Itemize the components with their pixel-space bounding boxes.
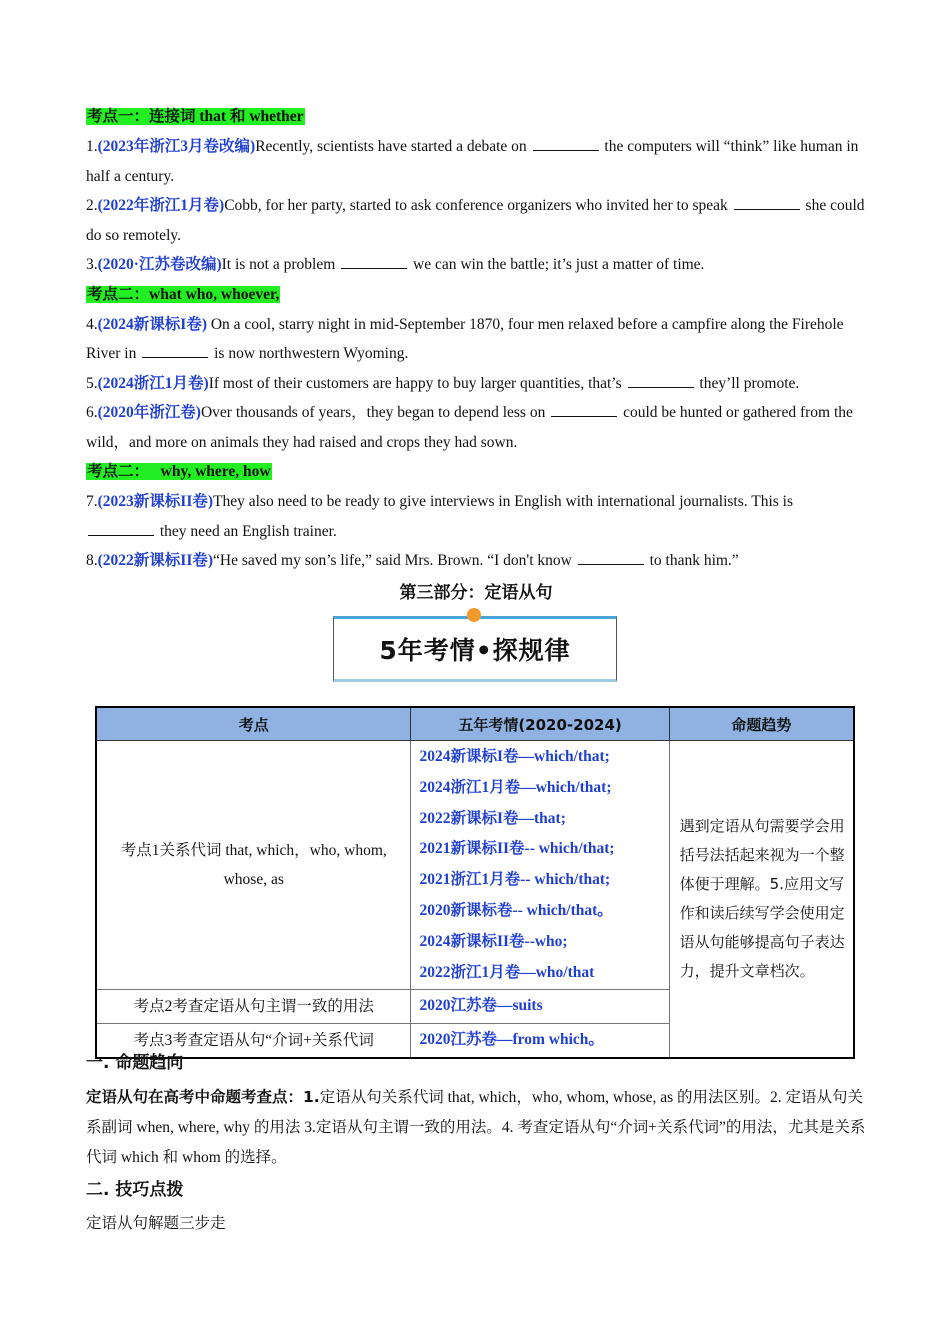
question-1: 1.(2023年浙江3月卷改编)Recently, scientists have started a debate on the computers will “think” like human in half a century.: [86, 138, 859, 185]
exam-item: 2021浙江1月卷-- which/that;: [419, 871, 611, 889]
question-7: 7.(2023新课标II卷)They also need to be ready to give interviews in English with international journalists. This is they need an English trainer.: [86, 493, 794, 540]
exam-analysis-table: [95, 706, 855, 1059]
answer-blank[interactable]: [628, 373, 694, 388]
question-source: (2022年浙江1月卷): [97, 197, 225, 214]
question-source: (2022新课标II卷): [97, 552, 214, 569]
answer-blank[interactable]: [88, 521, 154, 536]
highlight-label: 考点一：连接词 that 和 whether: [87, 108, 304, 125]
exam-item: 2020江苏卷—suits: [419, 997, 543, 1015]
exam-item: 2024新课标II卷--who;: [419, 932, 568, 950]
table-cell-items: [411, 741, 669, 990]
exam-item: 2024新课标I卷—which/that;: [419, 748, 610, 765]
question-2: 2.(2022年浙江1月卷)Cobb, for her party, started to ask conference organizers who invited her to speak she could do so remotely.: [86, 197, 865, 244]
part-title: 第三部分：定语从句: [399, 582, 553, 603]
exam-item: 2020江苏卷—from which。: [419, 1031, 604, 1049]
answer-blank[interactable]: [734, 195, 800, 210]
question-5: 5.(2024浙江1月卷)If most of their customers are happy to buy larger quantities, that’s they’ll promote.: [86, 374, 800, 392]
section-heading-3: [86, 457, 866, 487]
table-header: 五年考情(2020-2024): [411, 707, 669, 741]
exam-item: 2021新课标II卷-- which/that;: [419, 840, 615, 858]
answer-blank[interactable]: [533, 136, 599, 151]
question-source: (2024浙江1月卷): [97, 374, 209, 392]
question-source: (2020年浙江卷): [97, 404, 201, 421]
answer-blank[interactable]: [551, 402, 617, 417]
section-heading-2: [86, 280, 866, 310]
question-source: (2024新课标I卷): [97, 315, 207, 333]
highlight-label: 考点二：what who, whoever,: [87, 285, 280, 303]
highlight-label: 考点二： why, where, how: [87, 463, 271, 480]
exam-item: 2022新课标I卷—that;: [419, 809, 566, 827]
banner: 5年考情•探规律: [333, 616, 617, 682]
table-header: 命题趋势: [669, 707, 854, 741]
question-4: 4.(2024新课标I卷) On a cool, starry night in mid-September 1870, four men relaxed before a campfire along the Firehole River in is now northwestern Wyoming.: [86, 315, 844, 362]
question-3: 3.(2020·江苏卷改编)It is not a problem we can win the battle; it’s just a matter of time.: [86, 256, 705, 273]
table-cell-point: 考点2考查定语从句主谓一致的用法: [96, 990, 411, 1024]
section-heading-1: [86, 102, 866, 132]
question-source: (2023新课标II卷): [97, 493, 214, 510]
answer-blank[interactable]: [142, 343, 208, 358]
table-cell-point: 考点3考查定语从句“介词+关系代词: [96, 1024, 411, 1058]
exam-item: 2024浙江1月卷—which/that;: [419, 778, 612, 796]
notes-section: [86, 1046, 866, 1239]
exam-item: 2020新课标卷-- which/that。: [419, 901, 613, 919]
tips-text: 定语从句解题三步走: [86, 1215, 226, 1232]
table-cell-trend: 遇到定语从句需要学会用括号法括起来视为一个整体便于理解。5.应用文写作和读后续写学会使用定语从句能够提高句子表达力，提升文章档次。: [669, 741, 854, 1058]
banner-dot-icon: [467, 608, 481, 622]
table-row: [96, 741, 854, 990]
question-source: (2023年浙江3月卷改编): [97, 138, 256, 155]
heading-tips: 二. 技巧点拨: [86, 1180, 184, 1200]
heading-trend: 一. 命题趋向: [86, 1053, 184, 1073]
question-8: 8.(2022新课标II卷)“He saved my son’s life,” said Mrs. Brown. “I don't know to thank him.”: [86, 552, 739, 569]
table-cell-point: 考点1关系代词 that, which，who, whom, whose, as: [96, 741, 411, 990]
exercise-section: [86, 102, 866, 692]
table-header-row: [96, 707, 854, 741]
table-cell-items: [411, 990, 669, 1024]
trend-paragraph: 定语从句在高考中命题考查点：1.定语从句关系代词 that, which，who, whom, whose, as 的用法区别。2. 定语从句关系副词 when, where, why 的用法 3.定语从句主谓一致的用法。4. 考查定语从句“介词+关系代词”的用法，尤其是关系代词 which 和 whom 的选择。: [86, 1088, 866, 1166]
question-6: 6.(2020年浙江卷)Over thousands of years，they began to depend less on could be hunted or gathered from the wild，and more on animals they had raised and crops they had sown.: [86, 404, 853, 451]
answer-blank[interactable]: [341, 254, 407, 269]
answer-blank[interactable]: [578, 550, 644, 565]
question-source: (2020·江苏卷改编): [97, 256, 222, 273]
banner-area: [86, 608, 866, 692]
table-header: 考点: [96, 707, 411, 741]
exam-item: 2022浙江1月卷—who/that: [419, 963, 595, 981]
